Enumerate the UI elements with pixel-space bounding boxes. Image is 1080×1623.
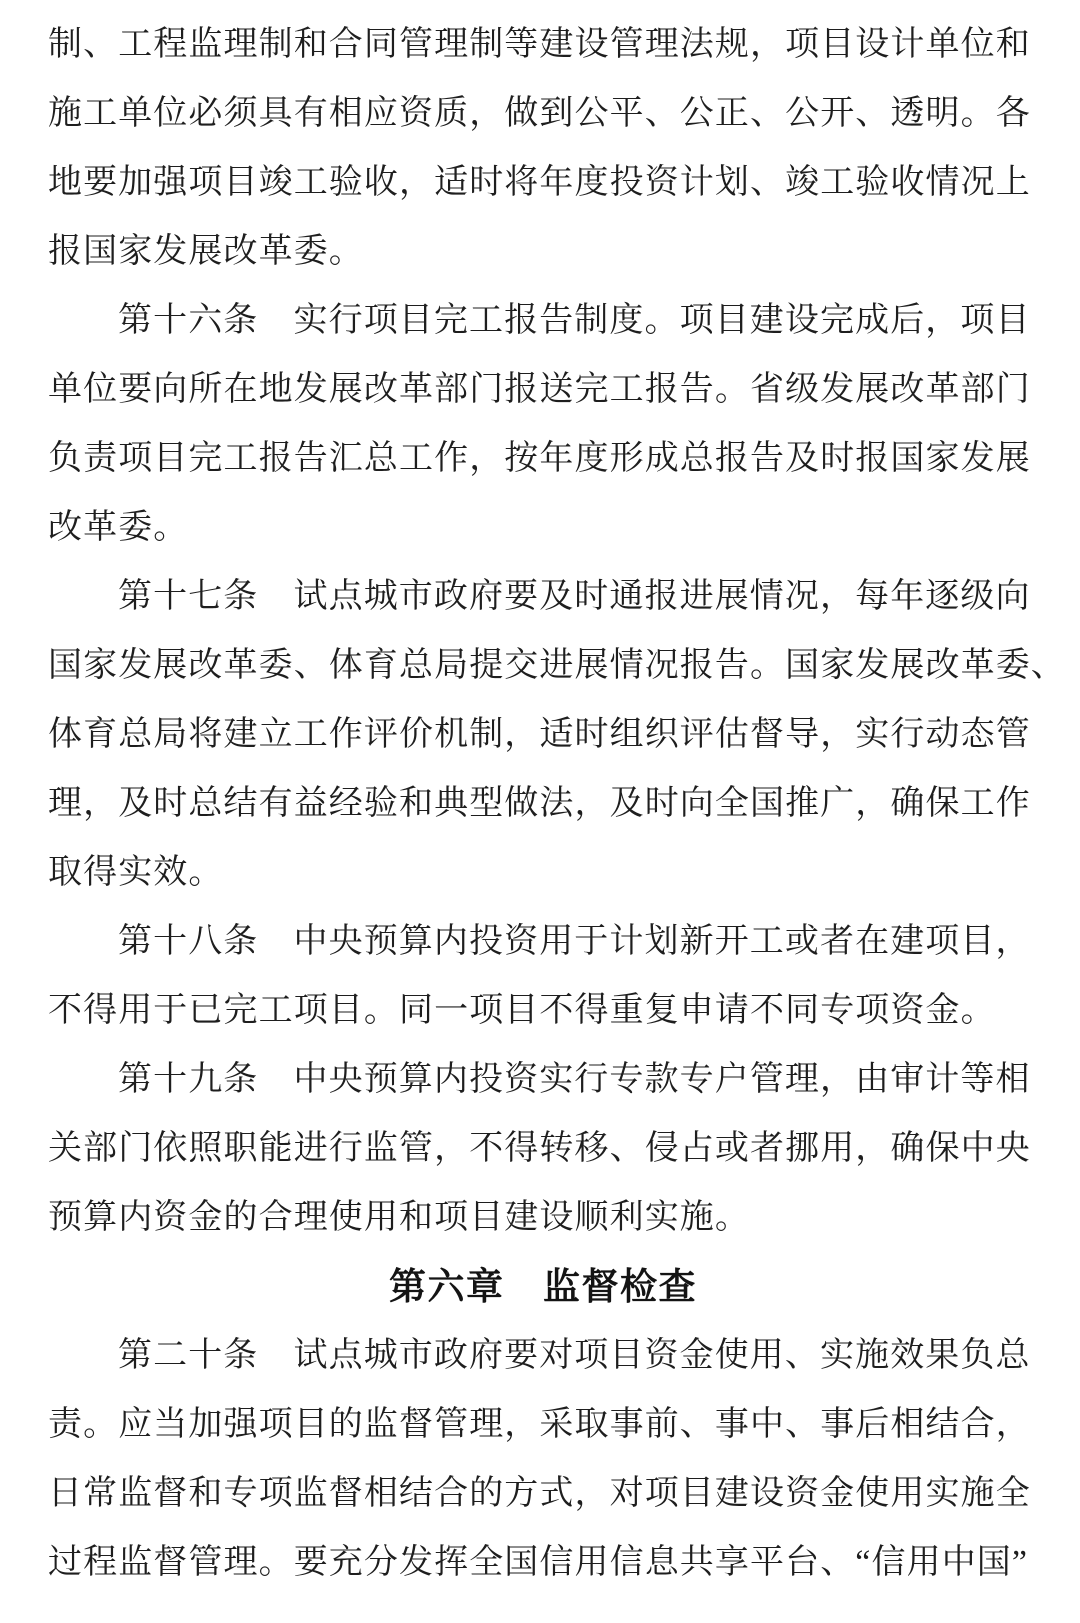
body-text-line: 制、工程监理制和合同管理制等建设管理法规，项目设计单位和: [48, 26, 1031, 63]
body-text-line: 单位要向所在地发展改革部门报送完工报告。省级发展改革部门: [48, 371, 1031, 408]
body-text-line: 预算内资金的合理使用和项目建设顺利实施。: [48, 1199, 750, 1236]
body-text-line: 过程监督管理。要充分发挥全国信用信息共享平台、“信用中国”: [48, 1544, 1029, 1581]
article-16-start-line: 第十六条 实行项目完工报告制度。项目建设完成后，项目: [118, 302, 1031, 339]
chapter-heading: 第六章 监督检查: [389, 1266, 697, 1307]
body-text-line: 责。应当加强项目的监督管理，采取事前、事中、事后相结合，: [48, 1406, 1031, 1443]
body-text-line: 体育总局将建立工作评价机制，适时组织评估督导，实行动态管: [48, 716, 1031, 753]
article-19-start-line: 第十九条 中央预算内投资实行专款专户管理，由审计等相: [118, 1061, 1031, 1098]
body-text-line: 负责项目完工报告汇总工作，按年度形成总报告及时报国家发展: [48, 440, 1031, 477]
body-text-line: 地要加强项目竣工验收，适时将年度投资计划、竣工验收情况上: [48, 164, 1031, 201]
body-text-line: 报国家发展改革委。: [48, 233, 364, 270]
article-17-start-line: 第十七条 试点城市政府要及时通报进展情况，每年逐级向: [118, 578, 1031, 615]
article-20-start-line: 第二十条 试点城市政府要对项目资金使用、实施效果负总: [118, 1337, 1031, 1374]
body-text-line: 关部门依照职能进行监管，不得转移、侵占或者挪用，确保中央: [48, 1130, 1031, 1167]
body-text-line: 不得用于已完工项目。同一项目不得重复申请不同专项资金。: [48, 992, 996, 1029]
body-text-line: 改革委。: [48, 509, 189, 546]
body-text-line: 取得实效。: [48, 854, 224, 891]
article-18-start-line: 第十八条 中央预算内投资用于计划新开工或者在建项目，: [118, 923, 1031, 960]
body-text-line: 施工单位必须具有相应资质，做到公平、公正、公开、透明。各: [48, 95, 1031, 132]
body-text-line: 国家发展改革委、体育总局提交进展情况报告。国家发展改革委、: [48, 647, 1066, 684]
body-text-line: 理，及时总结有益经验和典型做法，及时向全国推广，确保工作: [48, 785, 1031, 822]
body-text-line: 日常监督和专项监督相结合的方式，对项目建设资金使用实施全: [48, 1475, 1031, 1512]
